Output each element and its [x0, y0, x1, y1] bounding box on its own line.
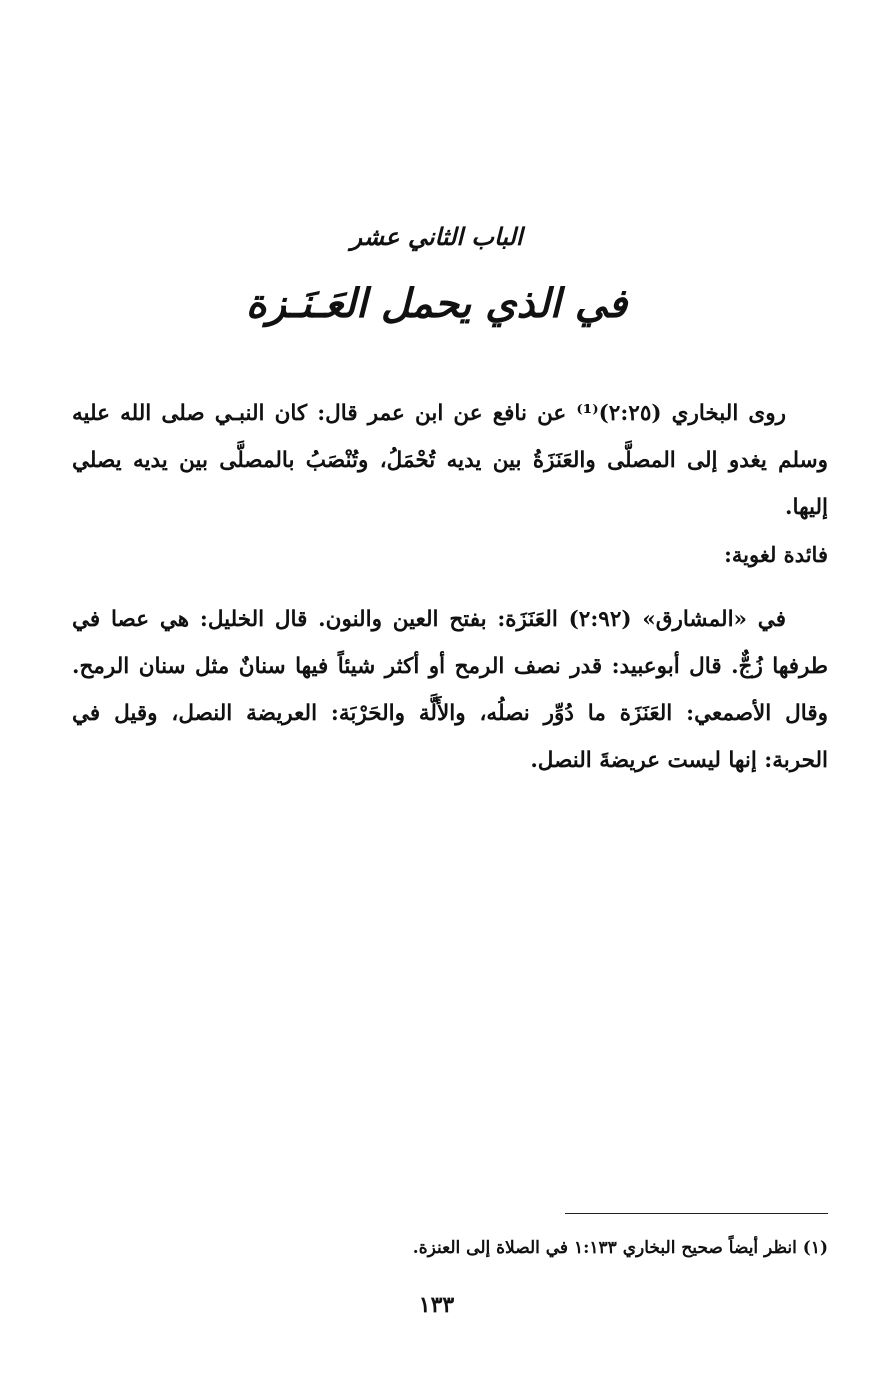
footnote-separator	[565, 1213, 828, 1214]
section-heading: فائدة لغوية:	[724, 542, 828, 567]
paragraph-linguistic-note	[72, 596, 828, 784]
page-number: ١٣٣	[418, 1292, 455, 1318]
chapter-label: الباب الثاني عشر	[350, 222, 523, 251]
chapter-title: في الذي يحمل العَـنَـزة	[245, 280, 628, 327]
footnote: (١) انظر أيضاً صحيح البخاري ١:١٣٣ في الصلاة إلى العنزة.	[412, 1238, 828, 1258]
paragraph-hadith-text: روى البخاري (٢:٢٥)⁽¹⁾ عن نافع عن ابن عمر قال: كان النبـي صلى الله عليه وسلم يغدو إلى المصلَّى والعَنَزَةُ بين يديه تُحْمَلُ، وتُنْصَبُ بالمصلَّى بين يديه يصلي إليها.	[72, 401, 828, 520]
paragraph-linguistic-note-text: في «المشارق» (٢:٩٢) العَنَزَة: بفتح العين والنون. قال الخليل: هي عصا في طرفها زُجٌّ. قال أبوعبيد: قدر نصف الرمح أو أكثر شيئاً فيها سنانٌ مثل سنان الرمح. وقال الأصمعي: العَنَزَة ما دُوِّر نصلُه، والأَلَّة والحَرْبَة: العريضة النصل، وقيل في الحربة: إنها ليست عريضةَ النصل.	[72, 607, 828, 773]
paragraph-hadith	[72, 390, 828, 531]
